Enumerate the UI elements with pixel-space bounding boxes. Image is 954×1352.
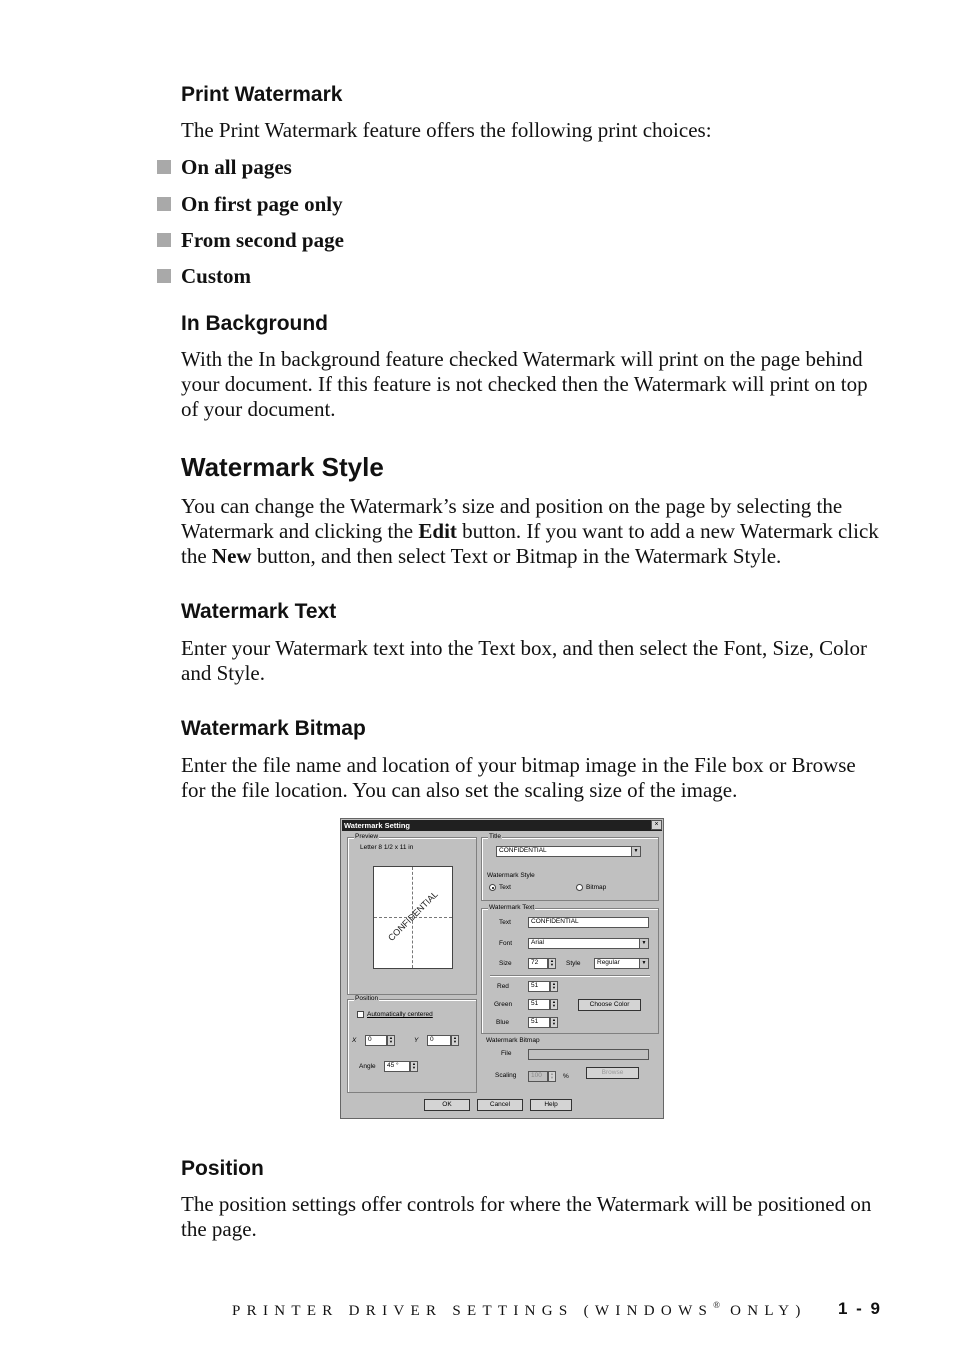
browse-button[interactable]: Browse bbox=[586, 1067, 639, 1079]
heading-print-watermark: Print Watermark bbox=[181, 83, 343, 106]
watermark-style-body: You can change the Watermark’s size and position on the page by selecting the Watermark and clicking the Edit button. If you want to add a new Watermark click the New button, and then select Text or Bitmap in the Watermark Style. bbox=[181, 494, 879, 568]
print-watermark-intro: The Print Watermark feature offers the following print choices: bbox=[181, 118, 712, 142]
font-label: Font bbox=[499, 940, 513, 947]
x-spinner[interactable]: ▲ ▼ bbox=[387, 1035, 395, 1046]
title-group bbox=[481, 833, 659, 901]
bullet-item bbox=[157, 227, 344, 253]
style-bitmap-radio[interactable] bbox=[576, 884, 583, 891]
style-dropdown-value: Regular bbox=[597, 959, 620, 966]
style-label: Style bbox=[566, 960, 581, 967]
watermark-text-group bbox=[481, 904, 659, 1034]
style-text-label: Text bbox=[499, 884, 511, 891]
angle-label: Angle bbox=[359, 1063, 376, 1070]
watermark-style-label: Watermark Style bbox=[487, 872, 535, 879]
bullet-square-icon bbox=[157, 160, 171, 174]
cancel-button[interactable]: Cancel bbox=[477, 1099, 523, 1111]
size-spinner[interactable]: ▲ ▼ bbox=[548, 958, 556, 969]
blue-spinner[interactable]: ▲ ▼ bbox=[550, 1017, 558, 1028]
green-field[interactable]: 51 bbox=[528, 999, 550, 1010]
angle-field[interactable]: 45 ° bbox=[384, 1061, 410, 1072]
bullet-text: Custom bbox=[181, 263, 252, 288]
bullet-square-icon bbox=[157, 233, 171, 247]
running-footer: PRINTER DRIVER SETTINGS (WINDOWS® ONLY) bbox=[232, 1300, 807, 1319]
title-dropdown[interactable] bbox=[496, 846, 641, 857]
blue-label: Blue bbox=[496, 1019, 510, 1026]
title-dropdown-value: CONFIDENTIAL bbox=[499, 847, 547, 854]
preview-group-label: Preview bbox=[355, 833, 379, 840]
scaling-label: Scaling bbox=[495, 1072, 517, 1079]
red-spinner[interactable]: ▲ ▼ bbox=[550, 981, 558, 992]
choose-color-button[interactable]: Choose Color bbox=[578, 999, 641, 1011]
red-label: Red bbox=[497, 983, 509, 990]
blue-field[interactable]: 51 bbox=[528, 1017, 550, 1028]
watermark-bitmap-body: Enter the file name and location of your bitmap image in the File box or Browse for the file location. You can also set the scaling size of the image. bbox=[181, 753, 856, 802]
chevron-down-icon: ▼ bbox=[631, 847, 640, 856]
bullet-text: On first page only bbox=[181, 191, 343, 216]
scaling-spinner[interactable]: ▲ ▼ bbox=[548, 1071, 556, 1082]
x-field[interactable]: 0 bbox=[365, 1035, 387, 1046]
red-field[interactable]: 51 bbox=[528, 981, 550, 992]
size-label: Size bbox=[499, 960, 512, 967]
watermark-text-group-label: Watermark Text bbox=[489, 904, 535, 911]
bullet-item bbox=[157, 191, 343, 217]
bullet-text: From second page bbox=[181, 227, 344, 252]
bullet-item bbox=[157, 154, 292, 180]
y-spinner[interactable]: ▲ ▼ bbox=[451, 1035, 459, 1046]
x-label: X bbox=[352, 1037, 357, 1044]
preview-watermark-text[interactable]: CONFIDENTIAL bbox=[386, 889, 440, 943]
text-label: Text bbox=[499, 919, 511, 926]
chevron-down-icon: ▼ bbox=[639, 959, 648, 968]
preview-group bbox=[347, 833, 477, 995]
file-label: File bbox=[501, 1050, 512, 1057]
file-input[interactable] bbox=[528, 1049, 649, 1060]
style-text-radio[interactable] bbox=[489, 884, 496, 891]
watermark-bitmap-label: Watermark Bitmap bbox=[486, 1037, 540, 1044]
green-spinner[interactable]: ▲ ▼ bbox=[550, 999, 558, 1010]
heading-watermark-style: Watermark Style bbox=[181, 452, 384, 482]
text-input[interactable]: CONFIDENTIAL bbox=[528, 917, 649, 928]
style-dropdown[interactable] bbox=[594, 958, 649, 969]
font-dropdown-value: Arial bbox=[531, 939, 545, 946]
dialog-title: Watermark Setting bbox=[342, 820, 662, 831]
font-dropdown[interactable] bbox=[528, 938, 649, 949]
watermark-text-body: Enter your Watermark text into the Text box, and then select the Font, Size, Color and Style. bbox=[181, 636, 867, 685]
page-number: 1 - 9 bbox=[838, 1299, 883, 1318]
green-label: Green bbox=[494, 1001, 513, 1008]
in-background-body: With the In background feature checked Watermark will print on the page behind your document. If this feature is not checked then the Watermark will print on top of your document. bbox=[181, 347, 868, 421]
bullet-text: On all pages bbox=[181, 154, 292, 179]
heading-watermark-bitmap: Watermark Bitmap bbox=[181, 717, 366, 740]
ok-button[interactable]: OK bbox=[424, 1099, 470, 1111]
y-field[interactable]: 0 bbox=[427, 1035, 451, 1046]
position-body: The position settings offer controls for where the Watermark will be positioned on the page. bbox=[181, 1192, 872, 1241]
bullet-item bbox=[157, 263, 251, 289]
divider bbox=[490, 975, 650, 977]
angle-spinner[interactable]: ▲ ▼ bbox=[410, 1061, 418, 1072]
y-label: Y bbox=[414, 1037, 419, 1044]
auto-center-checkbox[interactable] bbox=[357, 1011, 364, 1018]
bullet-square-icon bbox=[157, 197, 171, 211]
bullet-square-icon bbox=[157, 269, 171, 283]
position-group-label: Position bbox=[355, 995, 379, 1002]
help-button[interactable]: Help bbox=[530, 1099, 572, 1111]
chevron-down-icon: ▼ bbox=[639, 939, 648, 948]
size-field[interactable]: 72 bbox=[528, 958, 548, 969]
paper-size-label: Letter 8 1/2 x 11 in bbox=[360, 844, 414, 851]
watermark-setting-dialog bbox=[340, 818, 664, 1119]
heading-in-background: In Background bbox=[181, 312, 329, 335]
heading-position: Position bbox=[181, 1157, 264, 1180]
close-icon[interactable]: × bbox=[651, 820, 662, 830]
auto-center-label: Automatically centered bbox=[367, 1011, 433, 1018]
scaling-unit: % bbox=[563, 1073, 569, 1080]
scaling-field[interactable]: 100 bbox=[528, 1071, 548, 1082]
preview-page bbox=[373, 866, 453, 969]
registered-mark: ® bbox=[713, 1300, 721, 1310]
heading-watermark-text: Watermark Text bbox=[181, 600, 337, 623]
style-bitmap-label: Bitmap bbox=[586, 884, 607, 891]
title-group-label: Title bbox=[489, 833, 502, 840]
position-group bbox=[347, 995, 477, 1093]
